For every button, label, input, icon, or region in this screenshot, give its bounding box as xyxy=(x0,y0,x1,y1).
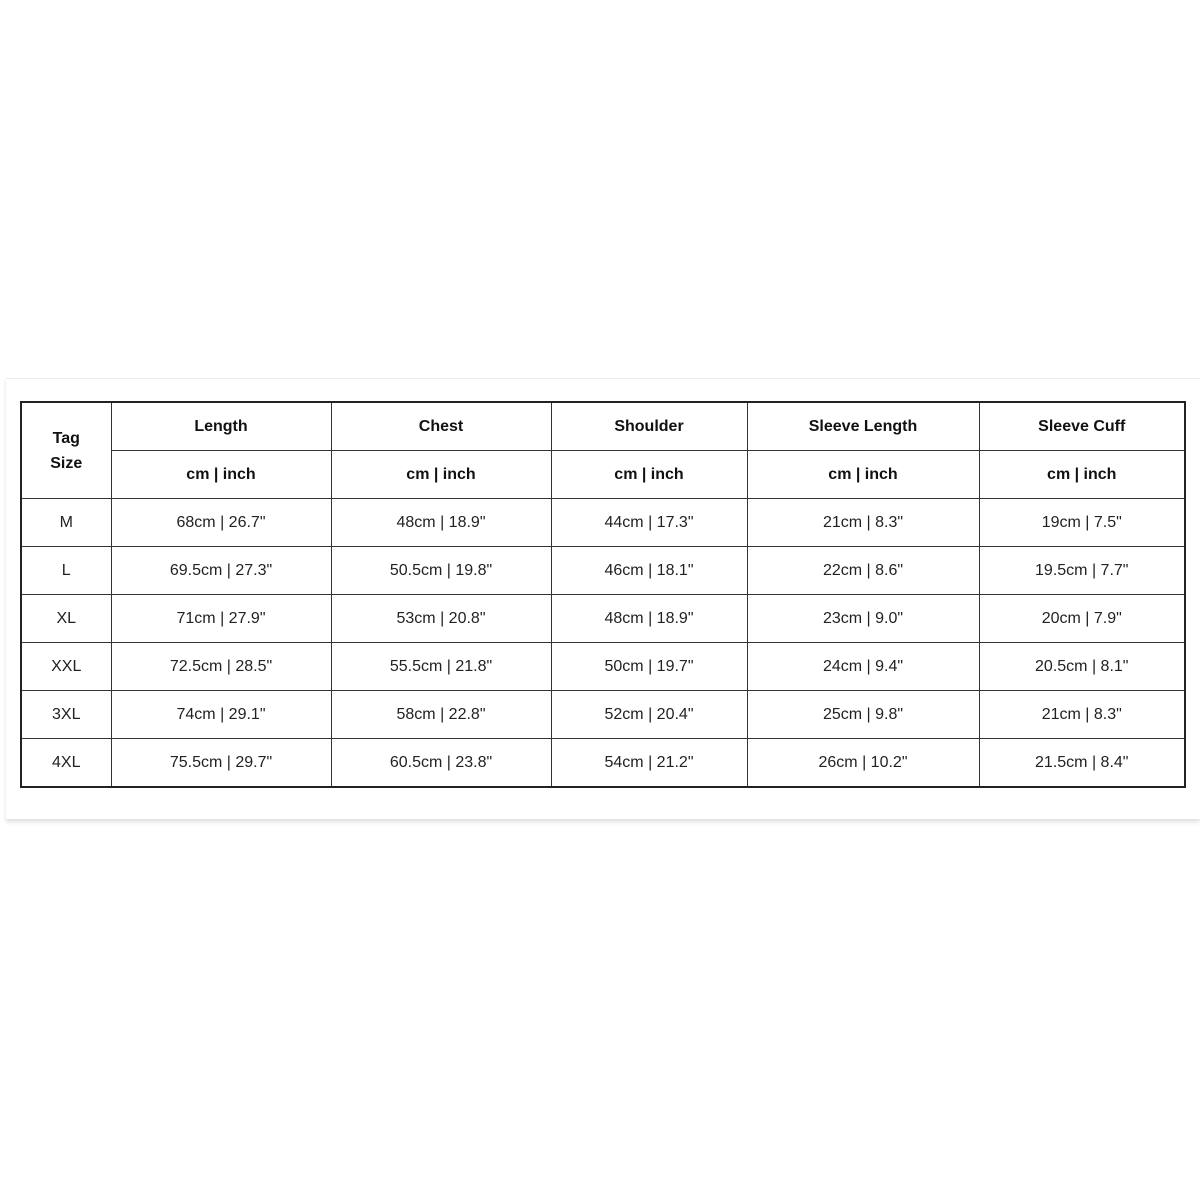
table-row xyxy=(21,499,1185,547)
sleeve-length-cell: 21cm | 8.3" xyxy=(747,499,979,547)
sleeve-length-cell: 23cm | 9.0" xyxy=(747,595,979,643)
sleeve-length-cell: 22cm | 8.6" xyxy=(747,547,979,595)
sleeve-cuff-cell: 20cm | 7.9" xyxy=(979,595,1185,643)
table-row xyxy=(21,691,1185,739)
size-chart-table xyxy=(20,401,1186,788)
length-cell: 69.5cm | 27.3" xyxy=(111,547,331,595)
unit-label: cm | inch xyxy=(551,451,747,499)
length-cell: 75.5cm | 29.7" xyxy=(111,739,331,788)
sleeve-cuff-cell: 19cm | 7.5" xyxy=(979,499,1185,547)
sleeve-length-cell: 24cm | 9.4" xyxy=(747,643,979,691)
sleeve-length-cell: 25cm | 9.8" xyxy=(747,691,979,739)
shoulder-cell: 52cm | 20.4" xyxy=(551,691,747,739)
table-row xyxy=(21,643,1185,691)
size-cell: M xyxy=(21,499,111,547)
unit-label: cm | inch xyxy=(747,451,979,499)
tag-size-label-line2: Size xyxy=(50,454,83,472)
unit-label: cm | inch xyxy=(331,451,551,499)
sleeve-cuff-cell: 21cm | 8.3" xyxy=(979,691,1185,739)
chest-cell: 60.5cm | 23.8" xyxy=(331,739,551,788)
chest-cell: 58cm | 22.8" xyxy=(331,691,551,739)
shoulder-cell: 44cm | 17.3" xyxy=(551,499,747,547)
unit-label: cm | inch xyxy=(979,451,1185,499)
tag-size-label-line1: Tag xyxy=(52,429,80,447)
table-row xyxy=(21,547,1185,595)
shoulder-cell: 46cm | 18.1" xyxy=(551,547,747,595)
unit-row xyxy=(21,451,1185,499)
length-cell: 74cm | 29.1" xyxy=(111,691,331,739)
header-row xyxy=(21,402,1185,451)
chest-cell: 48cm | 18.9" xyxy=(331,499,551,547)
column-header-sleeve-length: Sleeve Length xyxy=(747,402,979,451)
shoulder-cell: 54cm | 21.2" xyxy=(551,739,747,788)
column-header-length: Length xyxy=(111,402,331,451)
size-cell: XXL xyxy=(21,643,111,691)
chest-cell: 50.5cm | 19.8" xyxy=(331,547,551,595)
sleeve-cuff-cell: 20.5cm | 8.1" xyxy=(979,643,1185,691)
length-cell: 72.5cm | 28.5" xyxy=(111,643,331,691)
tag-size-header xyxy=(21,402,111,499)
column-header-sleeve-cuff: Sleeve Cuff xyxy=(979,402,1185,451)
unit-label: cm | inch xyxy=(111,451,331,499)
chest-cell: 53cm | 20.8" xyxy=(331,595,551,643)
size-cell: 3XL xyxy=(21,691,111,739)
size-cell: XL xyxy=(21,595,111,643)
length-cell: 71cm | 27.9" xyxy=(111,595,331,643)
table-row xyxy=(21,739,1185,788)
sleeve-cuff-cell: 19.5cm | 7.7" xyxy=(979,547,1185,595)
shoulder-cell: 50cm | 19.7" xyxy=(551,643,747,691)
table-row xyxy=(21,595,1185,643)
size-cell: L xyxy=(21,547,111,595)
chest-cell: 55.5cm | 21.8" xyxy=(331,643,551,691)
column-header-chest: Chest xyxy=(331,402,551,451)
shoulder-cell: 48cm | 18.9" xyxy=(551,595,747,643)
length-cell: 68cm | 26.7" xyxy=(111,499,331,547)
column-header-shoulder: Shoulder xyxy=(551,402,747,451)
sleeve-cuff-cell: 21.5cm | 8.4" xyxy=(979,739,1185,788)
size-cell: 4XL xyxy=(21,739,111,788)
sleeve-length-cell: 26cm | 10.2" xyxy=(747,739,979,788)
